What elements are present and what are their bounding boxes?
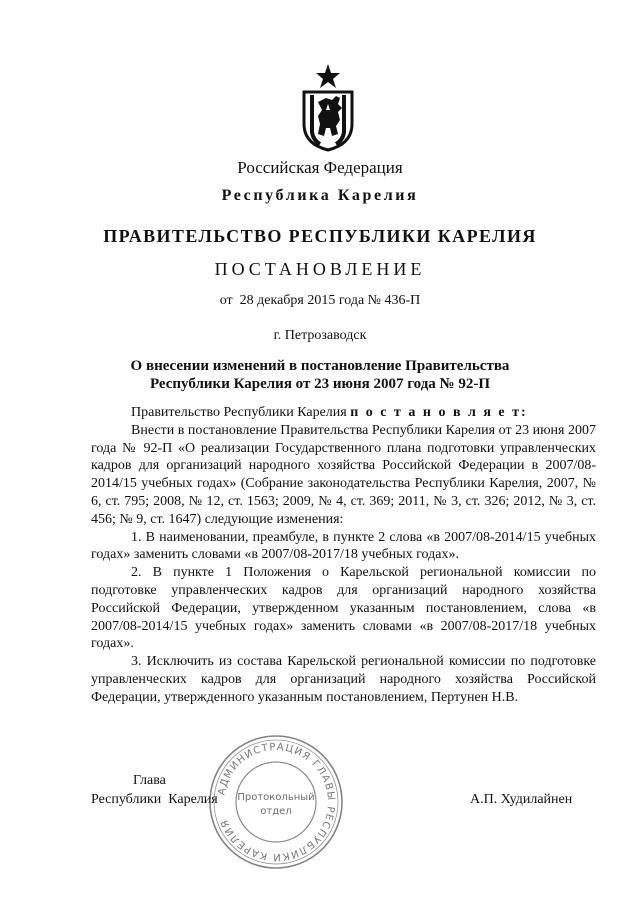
stamp-ring-text: АДМИНИСТРАЦИЯ ГЛАВЫ РЕСПУБЛИКИ КАРЕЛИЯ [216, 741, 337, 863]
title-line-2: Республики Карелия от 23 июня 2007 года № 92-П [149, 376, 491, 392]
karelia-coat-of-arms-icon [298, 62, 358, 152]
federation-label: Российская Федерация [237, 158, 403, 177]
signature-title: Глава [133, 773, 166, 788]
title-line-1: О внесении изменений в постановление Правительства [130, 358, 510, 374]
intro-paragraph [91, 404, 596, 422]
official-stamp [207, 733, 345, 871]
document-date: от 28 декабря 2015 года № 436-П [219, 293, 421, 308]
paragraph-4: 3. Исключить из состава Карельской региональной комиссии по подготовке управленческих кадров для организаций народного хозяйства Российской Федерации, утвержденного указанным постановлением, Пертунен Н.В. [91, 654, 596, 705]
paragraph-3: 2. В пункте 1 Положения о Карельской региональной комиссии по подготовке управленческих кадров для организаций народного хозяйства Российской Федерации, утвержденном указанным постановлением, слова «в 2007/08-2014/15 учебных годах» заменить словами «в 2007/08-2017/18 учебных годах». [91, 565, 596, 652]
paragraph-1: Внести в постановление Правительства Республики Карелия от 23 июня 2007 года № 92-П «О реализации Государственного плана подготовки управленческих кадров для организаций народного хозяйства Российской Федерации в 2007/08-2014/15 учебных годах» (Собрание законодательства Республики Карелия, 2007, № 6, ст. 795; 2008, № 12, ст. 1563; 2009, № 4, ст. 369; 2011, № 3, ст. 326; 2012, № 3, ст. 456; № 9, ст. 1647) следующие изменения: [91, 422, 596, 527]
signature-name: А.П. Худилайнен [470, 792, 573, 807]
stamp-center-line-1: Протокольный [237, 792, 315, 803]
signature-org: Республики Карелия [91, 792, 218, 807]
document-city: г. Петрозаводск [273, 328, 367, 343]
intro-prefix: Правительство Республики Карелия [131, 405, 351, 420]
document-body [91, 404, 596, 707]
intro-verb: п о с т а н о в л я е т: [350, 405, 528, 420]
republic-label: Республика Карелия [221, 187, 419, 204]
paragraph-2: 1. В наименовании, преамбуле, в пункте 2 слова «в 2007/08-2014/15 учебных годах» заменить словами «в 2007/08-2017/18 учебных годах». [91, 529, 596, 563]
document-type: ПОСТАНОВЛЕНИЕ [214, 259, 426, 279]
government-title: ПРАВИТЕЛЬСТВО РЕСПУБЛИКИ КАРЕЛИЯ [103, 226, 537, 246]
stamp-center-line-2: отдел [260, 806, 292, 817]
document-title [0, 357, 640, 393]
